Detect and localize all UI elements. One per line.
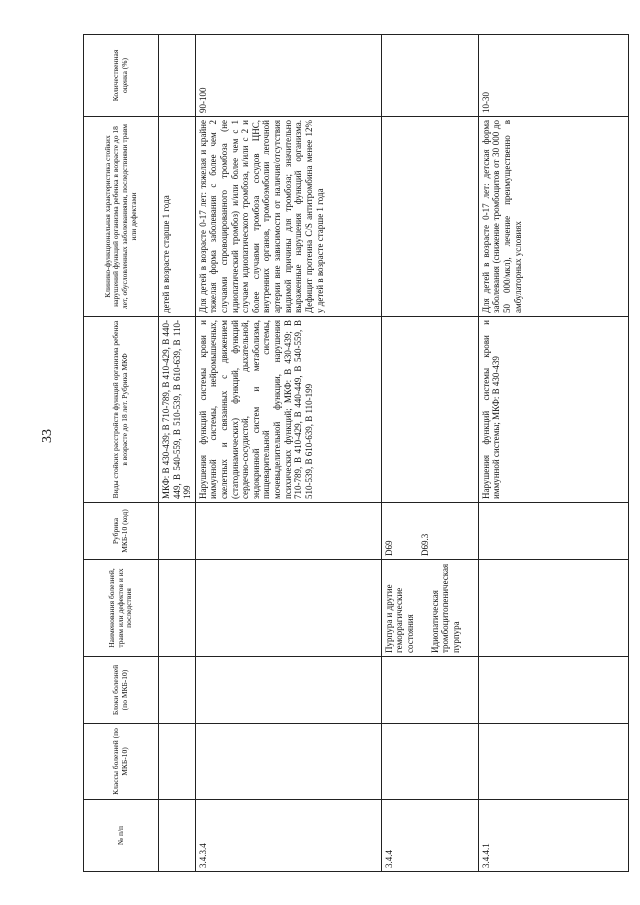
cell-names xyxy=(478,560,628,657)
cell-score xyxy=(381,35,478,117)
cell-rubric xyxy=(381,503,478,560)
table-row xyxy=(195,35,381,872)
cell-characteristics: Для детей в возрасте 0-17 лет: тяжелая и крайне тяжелая форма заболевания с более чем 2 случаями спровоцированного тромбоза (не идиопатический тромбоз) и/или более чем с 1 случаем идиопатического тромбоза, и/или с 2 и более случаями тромбоза сосудов ЦНС, внутренних органов, тромбоэмболии легочной артерии вне зависимости от наличия/отсутствия видимой причины для тромбоза; значительно выраженные нарушения функций организма. Дефицит протеина C/S антитромбина менее 12% у детей в возрасте старше 1 года xyxy=(195,117,381,317)
cell-score: 90-100 xyxy=(195,35,381,117)
table-row xyxy=(159,35,196,872)
cell-rubric xyxy=(159,503,196,560)
cell-num: 3.4.3.4 xyxy=(195,800,381,872)
cell-score: 10-30 xyxy=(478,35,628,117)
table-header-row xyxy=(84,35,159,872)
cell-types: Нарушения функций системы крови и иммунной системы; МКФ: В 430-439 xyxy=(478,317,628,503)
header-types: Виды стойких расстройств функций организма ребенка в возрасте до 18 лет. Рубрика МКФ xyxy=(84,317,159,503)
cell-characteristics xyxy=(381,117,478,317)
table-row xyxy=(381,35,478,872)
cell-rubric xyxy=(195,503,381,560)
cell-blocks xyxy=(478,657,628,724)
rotated-table-stage xyxy=(83,35,623,872)
cell-classes xyxy=(381,724,478,800)
cell-classes xyxy=(195,724,381,800)
cell-types: МКФ: В 430-439; В 710-789, В 410-429, В 440-449, В 540-559, В 510-539, В 610-639, В 110-199 xyxy=(159,317,196,503)
cell-characteristics: детей в возрасте старше 1 года xyxy=(159,117,196,317)
cell-num xyxy=(159,800,196,872)
cell-classes xyxy=(478,724,628,800)
cell-names xyxy=(381,560,478,657)
rubric-code: D69 xyxy=(383,540,394,556)
header-blocks: Блоки болезней (по МКБ-10) xyxy=(84,657,159,724)
header-names: Наименования болезней, травм или дефектов и их последствия xyxy=(84,560,159,657)
rubric-code: D69.3 xyxy=(420,533,431,556)
header-num: № п/п xyxy=(84,800,159,872)
disability-criteria-table xyxy=(83,34,629,872)
cell-characteristics: Для детей в возрасте 0-17 лет: детская форма заболевания (снижение тромбоцитов от 30 000 до 50 000/мкл), лечение преимущественно в амбулаторных условиях xyxy=(478,117,628,317)
cell-score xyxy=(159,35,196,117)
header-rubric: Рубрика МКБ-10 (код) xyxy=(84,503,159,560)
disease-name: Пурпура и другие геморрагические состояния xyxy=(383,584,416,653)
header-score: Количественная оценка (%) xyxy=(84,35,159,117)
cell-types xyxy=(381,317,478,503)
cell-rubric xyxy=(478,503,628,560)
disease-name: Идиопатическая тромбоцитопеническая пурпура xyxy=(429,563,461,653)
cell-types: Нарушения функций системы крови и иммунной системы, нейромышечных, скелетных и связанных с движением (статодинамических) функций, функций сердечно-сосудистой, дыхательной, эндокринной систем и метаболизма, пищеварительной системы, мочевыделительной функции, нарушения психических функций; МКФ: В 430-439; В 710-789, В 410-429, В 440-449, В 540-559, В 510-539, В 610-639, В 110-199 xyxy=(195,317,381,503)
page-number: 33 xyxy=(40,429,55,443)
cell-blocks xyxy=(195,657,381,724)
cell-names xyxy=(195,560,381,657)
cell-num: 3.4.4 xyxy=(381,800,478,872)
header-classes: Классы болезней (по МКБ-10) xyxy=(84,724,159,800)
rotated-table-wrapper xyxy=(83,35,623,872)
cell-classes xyxy=(159,724,196,800)
header-characteristics: Клинико-функциональная характеристика стойких нарушений функций организма ребенка в возрасте до 18 лет, обусловленных заболеваниями, последствиями травм или дефектами xyxy=(84,117,159,317)
cell-num: 3.4.4.1 xyxy=(478,800,628,872)
cell-blocks xyxy=(159,657,196,724)
cell-blocks xyxy=(381,657,478,724)
table-row xyxy=(478,35,628,872)
cell-names xyxy=(159,560,196,657)
